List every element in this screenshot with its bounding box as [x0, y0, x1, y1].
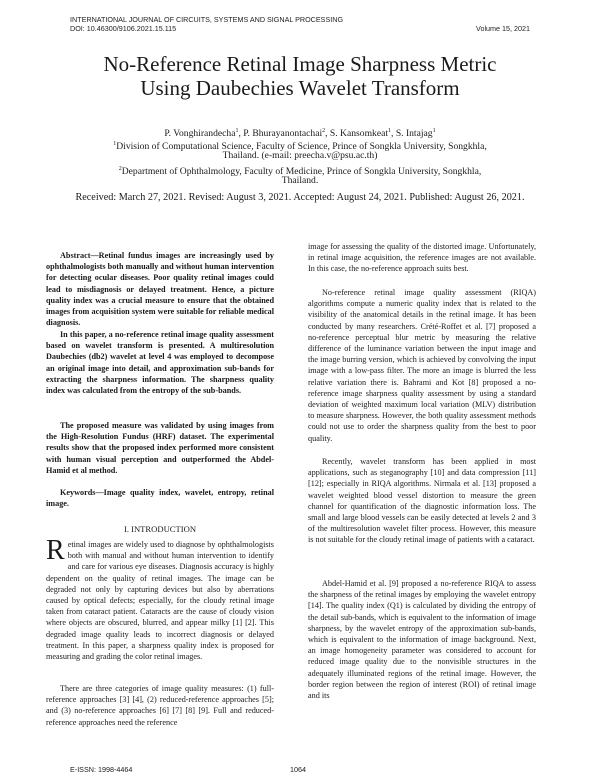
doi: DOI: 10.46300/9106.2021.15.115 [70, 24, 177, 33]
drop-cap: R [46, 535, 65, 566]
abstract-paragraph-3: The proposed measure was validated by using images from the High-Resolution Fundus (HRF) dataset. The experimental results show that the proposed index performed more consistent with human visual perception and outperformed the Abdel-Hamid et al method. [46, 421, 274, 475]
footer-issn: E-ISSN: 1998-4464 [70, 765, 133, 774]
publication-dates: Received: March 27, 2021. Revised: August 3, 2021. Accepted: August 24, 2021. Published: August 26, 2021. [75, 192, 525, 203]
affiliation-2-line-2: Thailand. [281, 175, 319, 186]
affiliation-2-line-1: Department of Ophthalmology, Faculty of Medicine, Prince of Songkla University, Songkhla, [121, 165, 482, 177]
introduction-paragraph-2: There are three categories of image quality measures: (1) full-reference approaches [3] [4], (2) reduced-reference approaches [5]; and (3) no-reference approaches [6] [7] [8] [9]. Full and reduced-reference approaches need the reference [46, 684, 274, 727]
abstract-paragraph-1: Abstract—Retinal fundus images are increasingly used by ophthalmologists both manually and without human intervention for detecting ocular diseases. Poor quality retinal images could lead to misdiagnosis or delayed treatment. Hence, a picture quality index was a crucial measure to ensure that the obtained images from acquisition system were suitable for reliable medical diagnosis. [46, 251, 274, 328]
journal-name: INTERNATIONAL JOURNAL OF CIRCUITS, SYSTEMS AND SIGNAL PROCESSING [70, 15, 344, 24]
right-paragraph-4: Abdel-Hamid et al. [9] proposed a no-reference RIQA to assess the sharpness of the retinal images by employing the wavelet entropy [14]. The quality index (Q1) is calculated by dividing the entropy of the detail sub-bands, which is equivalent to the information of image sharpness, by the wavelet entropy of the approximation sub-bands, which is equivalent to the information of image background. Next, an image homogeneity parameter was considered to account for reduced image quality due to the nonvisible structures in the adequately illuminated regions of the retinal image. However, the border region between the region of interest (ROI) of retinal image and its [308, 579, 536, 701]
right-paragraph-2: No-reference retinal image quality assessment (RIQA) algorithms compute a numeric quality index that is related to the visibility of the anatomical details in the retinal image. It has been conducted by many researchers. Crété-Roffet et al. [7] proposed a no-reference perceptual blur metric by measuring the relative difference of the luminance variation between the input image and the image burring version, which is achieved by convolving the input image with a low-pass filter. The more an image is blurred the less relative variation there is. Bahrami and Kot [8] proposed a no-reference image sharpness quality assessment by using a standard deviation of weighted maximum local variation (MLV) distribution to measure sharpness. However, the both quality assessment methods could not use to order the sharpness quality from the best to poor quality. [308, 288, 536, 443]
introduction-paragraph-1 [46, 535, 274, 662]
paper-title-line-1: No-Reference Retinal Image Sharpness Metric [103, 52, 497, 76]
paper-title-line-2: Using Daubechies Wavelet Transform [140, 76, 460, 100]
author-affiliation-marker: 1 [235, 128, 239, 134]
author-name: , S. Intajag [391, 128, 433, 140]
affiliation-1-line-2: Thailand. (e-mail: preecha.v@psu.ac.th) [222, 150, 378, 161]
volume: Volume 15, 2021 [476, 24, 530, 33]
keywords: Keywords—Image quality index, wavelet, entropy, retinal image. [46, 488, 274, 509]
introduction-paragraph-1-text: etinal images are widely used to diagnose by ophthalmologists both with manual and without human intervention to identify and care for various eye diseases. Diagnosis accuracy is highly dependent on the quality of retinal images. The image can be degraded not only by capturing devices but also by aberrations caused by optical defects; especially, for the cloudy retinal image taken from cataract patient. Cataracts are the cause of cloudy vision where objects are obscured, blurred, and appear milky [1] [2]. This degraded image quality leads to incorrect diagnosis or delayed treatment. In this paper, a sharpness quality index is proposed for measuring and grading the color retinal images. [46, 540, 274, 662]
author-name: , P. Bhurayanontachai [238, 128, 323, 140]
affiliation-marker: 2 [118, 165, 122, 172]
affiliation-marker: 1 [113, 140, 117, 147]
author-name: P. Vonghirandecha [164, 128, 236, 140]
right-paragraph-3: Recently, wavelet transform has been applied in most applications, such as steganography [10] and data compression [11] [12]; especially in RIQA algorithms. Nirmala et al. [13] proposed a wavelet weighted blood vessel distortion to measure the green channel for quantification of the diagnostic information loss. The small and large blood vessels can be easily detected at levels 2 and 3 of the multiresolution wavelet filter process. However, this measure is not suitable for the cloudy retinal image of patients with a cataract. [308, 457, 536, 545]
section-heading-introduction: I. INTRODUCTION [123, 524, 197, 534]
page-number: 1064 [290, 765, 306, 774]
author-affiliation-marker: 1 [432, 128, 436, 134]
affiliation-1-line-1: Division of Computational Science, Faculty of Science, Prince of Songkla University, Songkhla, [116, 140, 487, 152]
author-affiliation-marker: 2 [322, 128, 326, 134]
abstract-paragraph-2: In this paper, a no-reference retinal image quality assessment based on wavelet transform is presented. A multiresolution Daubechies (db2) wavelet at level 4 was employed to decompose an original image into detail, and approximation sub-bands for extracting the sharpness information. The sharpness quality index was calculated from the entropy of the sub-bands. [46, 330, 274, 396]
author-name: , S. Kansomkeat [325, 128, 389, 140]
author-affiliation-marker: 1 [388, 128, 392, 134]
right-paragraph-1: image for assessing the quality of the distorted image. Unfortunately, in retinal image acquisition, the reference images are not available. In this case, the no-reference approach suits best. [308, 242, 536, 274]
